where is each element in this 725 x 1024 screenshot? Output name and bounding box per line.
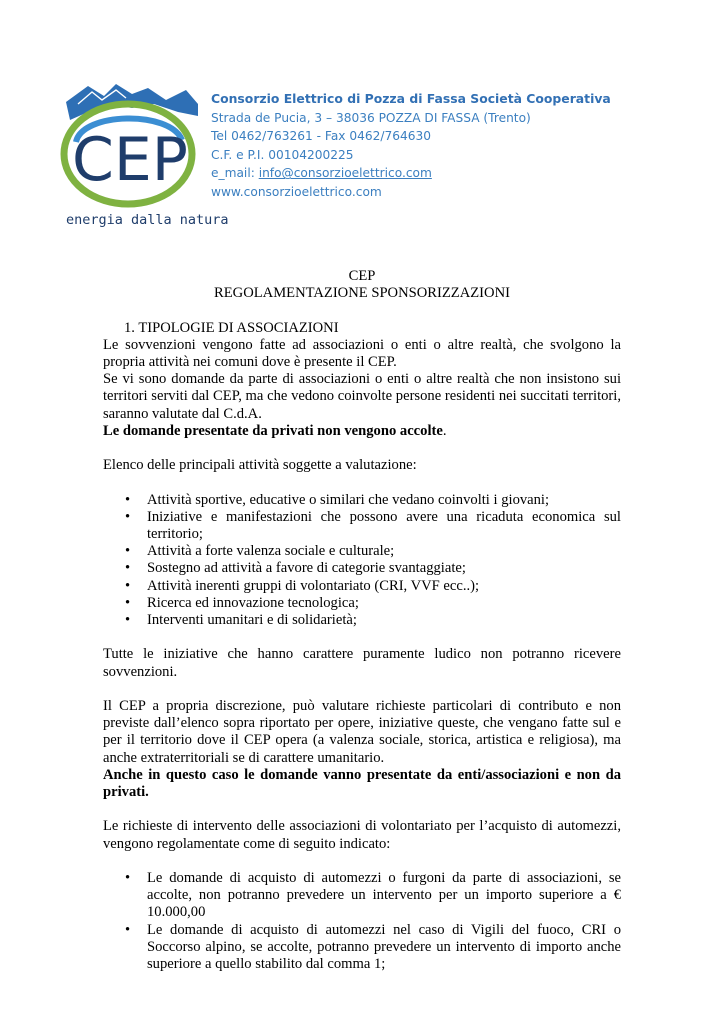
paragraph-3 — [103, 423, 621, 440]
company-website[interactable]: www.consorzioelettrico.com — [211, 184, 382, 199]
bullet-icon: • — [125, 870, 131, 886]
paragraph-4: Tutte le iniziative che hanno carattere puramente ludico non potranno ricevere sovvenzioni. — [103, 646, 621, 680]
list-item-text: Le domande di acquisto di automezzi o furgoni da parte di associazioni, se accolte, non potranno prevedere un intervento per un importo superiore a € 10.000,00 — [147, 870, 621, 921]
list-item — [103, 509, 621, 543]
paragraph-3-end: . — [442, 422, 447, 439]
bullet-icon: • — [125, 508, 131, 525]
vehicle-rules-list — [103, 870, 621, 973]
cep-logo-icon — [58, 82, 229, 232]
list-item-text: Le domande di acquisto di automezzi nel caso di Vigili del fuoco, CRI o Soccorso alpino, se accolte, potranno prevedere un intervento di importo anche superiore a quello stabilito dal comma 1; — [147, 921, 621, 973]
company-name: Consorzio Elettrico di Pozza di Fassa Società Cooperativa — [211, 91, 611, 106]
doc-title: CEP — [348, 268, 376, 284]
bullet-icon: • — [125, 491, 131, 508]
list-item — [103, 870, 621, 922]
list-item-text: Attività a forte valenza sociale e culturale; — [147, 543, 395, 560]
company-vat: C.F. e P.I. 00104200225 — [211, 147, 354, 162]
paragraph-7: Le richieste di intervento delle associazioni di volontariato per l’acquisto di automezzi, vengono regolamentate come di seguito indicato: — [103, 818, 621, 852]
list-item — [103, 560, 621, 577]
list-item — [103, 492, 621, 509]
doc-subtitle: REGOLAMENTAZIONE SPONSORIZZAZIONI — [214, 285, 510, 302]
company-address: Strada de Pucia, 3 – 38036 POZZA DI FASSA (Trento) — [211, 110, 531, 125]
company-phone: Tel 0462/763261 - Fax 0462/764630 — [211, 129, 432, 144]
list-item-text: Iniziative e manifestazioni che possono avere una ricaduta economica sul territorio; — [147, 508, 621, 542]
paragraph-2: Se vi sono domande da parte di associazioni o enti o altre realtà che non insistono sui territori serviti dal CEP, ma che vedono coinvolte persone residenti nei succitati territori, saranno valutate dal C.d.A. — [103, 371, 621, 422]
bullet-icon: • — [125, 612, 131, 629]
paragraph-3-bold: Le domande presentate da privati non vengono accolte — [103, 422, 443, 439]
paragraph-1: Le sovvenzioni vengono fatte ad associazioni o enti o altre realtà, che svolgono la propria attività nei comuni dove è presente il CEP. — [103, 336, 621, 370]
email-label: e_mail: — [211, 166, 259, 181]
list-item-text: Attività inerenti gruppi di volontariato (CRI, VVF ecc..); — [147, 577, 480, 594]
list-item — [103, 595, 621, 612]
paragraph-5: Il CEP a propria discrezione, può valutare richieste particolari di contributo e non previste dall’elenco sopra riportato per opere, iniziative queste, che vengano fatte sul e per il territorio dove il CEP opera (a valenza sociale, storica, artistica e religiosa), ma anche extraterritoriali se di carattere umanitario. — [103, 698, 621, 766]
list-item — [103, 612, 621, 629]
bullet-icon: • — [125, 921, 131, 938]
cep-logo — [58, 82, 229, 232]
logo-tagline: energia dalla natura — [66, 212, 229, 228]
paragraph-6: Anche in questo caso le domande vanno presentate da enti/associazioni e non da privati. — [103, 766, 621, 801]
letterhead — [211, 90, 611, 202]
document-body — [103, 268, 621, 973]
logo-letters: CEP — [72, 125, 188, 195]
email-link[interactable]: info@consorzioelettrico.com — [258, 166, 432, 181]
bullet-icon: • — [125, 543, 131, 560]
list-item-text: Sostegno ad attività a favore di categorie svantaggiate; — [147, 560, 466, 577]
section-heading: 1. TIPOLOGIE DI ASSOCIAZIONI — [124, 319, 339, 336]
list-item-text: Interventi umanitari e di solidarietà; — [147, 612, 357, 629]
list-intro: Elenco delle principali attività soggette a valutazione: — [103, 457, 417, 474]
bullet-icon: • — [125, 577, 131, 594]
list-item — [103, 578, 621, 595]
list-item — [103, 543, 621, 560]
bullet-icon: • — [125, 594, 131, 611]
bullet-icon: • — [125, 560, 131, 577]
list-item-text: Attività sportive, educative o similari che vedano coinvolti i giovani; — [147, 491, 550, 508]
company-email-line — [211, 164, 611, 183]
activities-list — [103, 492, 621, 630]
list-item — [103, 922, 621, 974]
list-item-text: Ricerca ed innovazione tecnologica; — [147, 594, 359, 611]
